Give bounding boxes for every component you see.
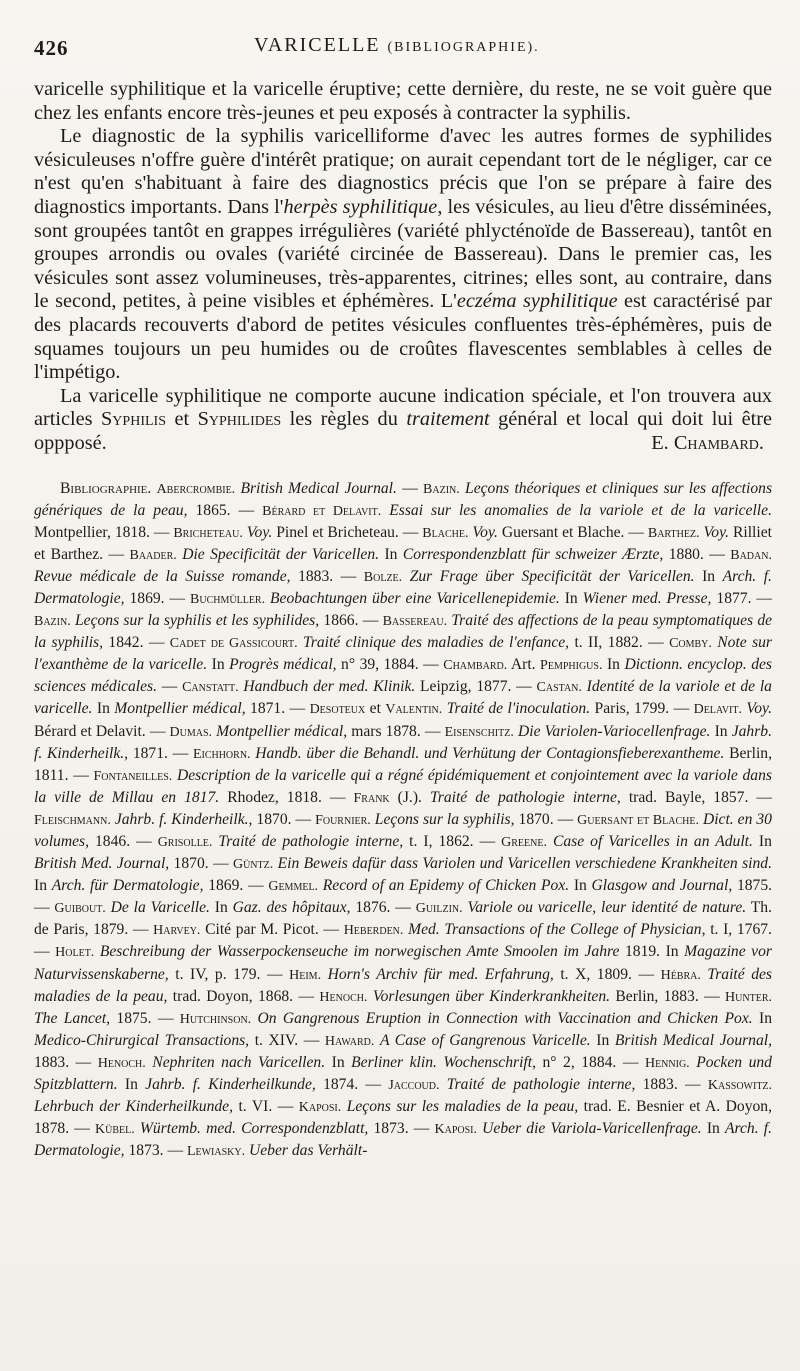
entry-title: Arch. f. Dermatologie, [34, 567, 772, 607]
bibliography-entry: — Comby. Note sur l'exanthème de la varicelle. In Progrès médical, n° 39, 1884. [34, 634, 773, 674]
bibliography-entry: — Bazin. Leçons théoriques et cliniques sur les affections génériques de la peau, 1865. [34, 479, 773, 519]
bibliography-entry: — Grisolle. Traité de pathologie interne, t. I, 1862. [136, 833, 474, 850]
entry-author: Canstatt. [182, 680, 239, 696]
bibliography-entry: — Bricheteau. Voy. Pinel et Bricheteau. [153, 523, 399, 541]
entry-reference: Paris, 1799. [594, 700, 670, 718]
entry-title: Traité des maladies de la peau, [34, 965, 772, 1005]
entry-reference: 1870. [518, 810, 554, 828]
entry-title: Voy. [703, 523, 730, 541]
entry-reference: 1869. [129, 589, 165, 607]
entry-author: Castan. [536, 680, 582, 696]
entry-reference: 1865. [195, 501, 231, 519]
entry-reference: t. I, 1862. [409, 833, 474, 850]
bibliography-entry: — Delavit. Voy. Bérard et Delavit. [34, 700, 772, 740]
entry-title: Leçons sur la syphilis et les syphilides, [74, 612, 320, 630]
bibliography-entry: — Fontaneilles. Description de la varicelle qui a régné épidémiquement et conjointement avec la variole dans la ville de Millau en 1817. Rhodez, 1818. [34, 766, 772, 806]
entry-reference: 1819. In [624, 943, 679, 961]
entry-title: Glasgow and Journal, [591, 877, 733, 895]
text-run: général et local qui doit lui être oppposé. [34, 408, 772, 454]
entry-title: Pocken und Spitzblattern. [34, 1053, 772, 1094]
entry-reference: 1846. [95, 833, 131, 850]
bibliography-entry: — Bérard et Delavit. Essai sur les anomalies de la variole et de la varicelle. Montpellier, 1818. [34, 501, 772, 541]
bibliography-entry: — Kassowitz. Lehrbuch der Kinderheilkunde, t. VI. [34, 1076, 773, 1116]
bibliography-entry: — Hennig. Pocken und Spitzblattern. In Jahrb. f. Kinderheilkunde, 1874. [34, 1053, 772, 1094]
entry-title: Traité des affections de la peau symptomatiques de la syphilis, [34, 612, 773, 652]
entry-author: Gemmel. [268, 879, 319, 895]
entry-title: British Med. Journal, [34, 855, 170, 873]
entry-author: Desoteux [309, 702, 366, 718]
entry-reference: In [214, 899, 228, 917]
entry-title: Horn's Archiv für med. Erfahrung, [327, 965, 554, 983]
bibliography-entry: — Henoch. Nephriten nach Varicellen. In Berliner klin. Wochenschrift, n° 2, 1884. [75, 1053, 617, 1071]
bibliography-entry: — Guersant et Blache. Dict. en 30 volumes, 1846. [34, 810, 772, 850]
entry-title: Leçons sur les maladies de la peau, [346, 1098, 579, 1116]
entry-reference: n° 39, 1884. [341, 656, 419, 674]
entry-title: Dictionn. encyclop. des sciences médicales. [34, 656, 773, 696]
text-run: les règles du [281, 408, 407, 431]
bibliography-entry: — Castan. Identité de la variole et de la varicelle. In Montpellier médical, 1871. [34, 678, 772, 718]
running-title [254, 34, 540, 57]
entry-reference: n° 2, 1884. [542, 1053, 617, 1071]
bibliography-entry: — Blache. Voy. Guersant et Blache. [402, 523, 625, 541]
bibliography-entry: — Guilzin. Variole ou varicelle, leur identité de nature. Th. de Paris, 1879. [34, 899, 772, 939]
entry-reference: In [564, 589, 578, 607]
entry-author: Pemphigus. [540, 658, 603, 674]
entry-author: Fournier. [315, 812, 371, 828]
entry-reference: In [706, 1120, 720, 1138]
entry-reference: t. XIV. [254, 1031, 299, 1049]
entry-reference: In [596, 1031, 610, 1049]
entry-author: Eichhorn. [192, 746, 251, 762]
entry-title: Ueber die Variola-Varicellenfrage. [482, 1120, 702, 1138]
entry-reference: t. I, 1767. [710, 921, 772, 939]
entry-reference: In [714, 722, 728, 740]
entry-reference: 1874. [323, 1076, 359, 1094]
entry-title: Progrès médical, [229, 656, 337, 674]
entry-reference: 1883. [298, 567, 334, 585]
entry-reference: t. II, 1882. [574, 634, 643, 652]
entry-title: Würtemb. med. Correspondenzblatt, [139, 1120, 369, 1138]
bibliography-entry [157, 480, 403, 497]
bibliography-entry: — Eichhorn. Handb. über die Behandl. und Verhütung der Contagionsfieberexantheme. Berlin, 1811. [34, 744, 772, 784]
bibliography-entry: — Eisenschitz. Die Variolen-Variocellenfrage. In Jahrb. f. Kinderheilk., 1871. [34, 722, 772, 762]
entry-reference: 1875. [736, 877, 773, 895]
entry-reference: 1871. [250, 700, 286, 718]
text-run: La varicelle syphilitique ne comporte aucune indication spéciale, et l'on trouvera aux articles [34, 384, 772, 431]
entry-author: Hutchinson. [179, 1011, 252, 1027]
entry-reference: Cité par M. Picot. [205, 921, 319, 939]
entry-author: Jaccoud. [388, 1078, 440, 1094]
author-signature: E. Chambard. [651, 431, 764, 454]
entry-title: Ein Beweis dafür dass Variolen und Varicellen verschiedene Krankheiten sind. [277, 855, 772, 873]
term-herpes-syphilitique: herpès syphilitique [283, 195, 438, 218]
crossref-syphilis: Syphilis [101, 408, 166, 431]
paragraph-diagnostic [34, 125, 772, 385]
entry-title: Med. Transactions of the College of Physician, [408, 921, 706, 939]
entry-reference: In [124, 1076, 138, 1094]
bibliography-entry: — Jaccoud. Traité de pathologie interne, 1883. [365, 1076, 678, 1094]
entry-title: Traité de pathologie interne, [218, 833, 404, 850]
entry-author: Frank [353, 790, 390, 806]
entry-title: Essai sur les anomalies de la variole et de la varicelle. [389, 501, 772, 519]
entry-author: Bazin. [34, 614, 71, 630]
entry-author: Fleischmann. [34, 812, 111, 828]
text-run: et [165, 408, 198, 431]
bibliography-entry: — Haward. A Case of Gangrenous Varicelle. In British Medical Journal, 1883. [34, 1031, 773, 1071]
entry-reference: In [96, 700, 110, 718]
entry-author: Grisolle. [157, 835, 213, 850]
bibliography-entry: — Bassereau. Traité des affections de la peau symptomatiques de la syphilis, 1842. [34, 612, 773, 652]
entry-title: Case of Varicelles in an Adult. [552, 833, 753, 850]
entry-title: Leçons théoriques et cliniques sur les affections génériques de la peau, [34, 479, 773, 519]
entry-author: Valentin. [385, 702, 443, 718]
entry-title: Description de la varicelle qui a régné épidémiquement et conjointement avec la variole dans la ville de Millau en 1817. [34, 766, 772, 806]
entry-reference: Art. [510, 656, 536, 674]
entry-title: Identité de la variole et de la varicelle. [34, 678, 772, 718]
bibliography-entry: — Henoch. Vorlesungen über Kinderkrankheiten. Berlin, 1883. [298, 987, 699, 1005]
bibliography-entry: — Hébra. Traité des maladies de la peau, trad. Doyon, 1868. [34, 965, 772, 1005]
entry-title: Vorlesungen über Kinderkrankheiten. [372, 987, 611, 1005]
bibliography-heading: Bibliographie. [60, 479, 152, 497]
entry-reference: 1869. [208, 877, 244, 895]
entry-title: Medico-Chirurgical Transactions, [34, 1031, 250, 1049]
running-title-main: VARICELLE [254, 34, 381, 56]
entry-title: Traité de l'inoculation. [446, 700, 591, 718]
entry-title: Voy. [746, 700, 772, 718]
bibliography-entry: — Heberden. Med. Transactions of the College of Physician, t. I, 1767. [323, 921, 772, 939]
entry-title: On Gangrenous Eruption in Connection with Vaccination and Chicken Pox. [257, 1009, 753, 1027]
bibliography-entry: — Desoteux et Valentin. Traité de l'inoculation. Paris, 1799. [289, 700, 670, 718]
entry-title: Ueber das Verhält- [249, 1142, 368, 1160]
text-run: est caractérisé par des placards recouverts d'abord de petites vésicules confluentes très-éphémères, puis de squames toujours un peu humides ou de croûtes flavescentes semblables à celles de l'impétigo. [34, 290, 772, 384]
bibliography-entry: — Kaposi. Ueber die Variola-Varicellenfrage. In Arch. f. Dermatologie, 1873. [34, 1120, 772, 1160]
entry-reference: et [369, 700, 381, 718]
entry-title: Berliner klin. Wochenschrift, [351, 1053, 536, 1071]
entry-title: Beobachtungen über eine Varicellenepidemie. [270, 589, 560, 607]
entry-title: Record of an Epidemy of Chicken Pox. [322, 877, 570, 895]
entry-author: Chambard. [443, 658, 508, 674]
bibliography-entry: — Buchmüller. Beobachtungen über eine Varicellenepidemie. In Wiener med. Presse, 1877. [169, 589, 752, 607]
entry-author: Güntz. [232, 857, 274, 873]
entry-author: Delavit. [693, 702, 742, 718]
bibliography-entries [34, 480, 772, 1160]
entry-author: Cadet de Gassicourt. [169, 636, 298, 652]
body-text [34, 78, 772, 456]
entry-author: Harvey. [153, 923, 201, 939]
entry-title: Nephriten nach Varicellen. [152, 1053, 326, 1071]
term-eczema-syphilitique: eczéma syphilitique [456, 290, 618, 313]
entry-reference: 1875. [116, 1009, 152, 1027]
entry-reference: Leipzig, 1877. [420, 678, 512, 696]
entry-author: Heim. [289, 967, 322, 983]
entry-author: Kaposi. [434, 1122, 478, 1138]
entry-author: Bassereau. [382, 614, 448, 630]
entry-title: Montpellier médical, [216, 722, 348, 740]
entry-title: Handbuch der med. Klinik. [243, 678, 416, 696]
entry-title: Jahrb. f. Kinderheilk., [34, 722, 772, 762]
bibliography-entry: — Baader. Die Specificität der Varicellen. In Correspondenzblatt für schweizer Ærzte, 1880. [108, 545, 704, 563]
entry-reference: mars 1878. [351, 722, 421, 740]
entry-author: Kaposi. [298, 1100, 342, 1116]
entry-author: Greene. [501, 835, 547, 850]
bibliography-entry: — Güntz. Ein Beweis dafür dass Variolen und Varicellen verschiedene Krankheiten sind. In Arch. für Dermatologie, 1869. [34, 855, 772, 895]
entry-reference: 1871. [132, 744, 168, 762]
bibliography-entry: — Holet. Beschreibung der Wasserpockenseuche im norwegischen Amte Smoolen im Jahre 1819. In Magazine vor Naturvissenskaberne, t. IV, p. 179. [34, 943, 772, 983]
bibliography-entry: — Harvey. Cité par M. Picot. [132, 921, 319, 939]
bibliography-entry: — Heim. Horn's Archiv für med. Erfahrung, t. X, 1809. [266, 965, 632, 983]
entry-author: Kübel. [95, 1122, 135, 1138]
entry-title: Montpellier médical, [114, 700, 246, 718]
entry-reference: In [211, 656, 225, 674]
entry-reference: t. IV, p. 179. [175, 965, 261, 983]
entry-title: Die Variolen-Variocellenfrage. [517, 722, 711, 740]
entry-reference: 1877. [716, 589, 752, 607]
entry-author: Barthez. [647, 525, 700, 541]
entry-author: Dumas. [169, 724, 213, 740]
entry-reference: Rilliet et Barthez. [34, 523, 772, 563]
bibliography-entry: — Cadet de Gassicourt. Traité clinique des maladies de l'enfance, t. II, 1882. [148, 634, 643, 652]
entry-author: Blache. [422, 525, 469, 541]
entry-reference: 1883. [34, 1053, 70, 1071]
entry-title: Magazine vor Naturvissenskaberne, [34, 943, 772, 983]
entry-title: Lehrbuch der Kinderheilkunde, [34, 1098, 234, 1116]
entry-title: The Lancet, [34, 1009, 111, 1027]
entry-reference: In [331, 1053, 345, 1071]
entry-title: Correspondenzblatt für schweizer Ærzte, [402, 545, 664, 563]
entry-reference: In [573, 877, 587, 895]
page-header [34, 22, 772, 58]
entry-title: Leçons sur la syphilis, [374, 810, 515, 828]
bibliography [34, 478, 772, 1163]
entry-author: Henoch. [97, 1055, 146, 1071]
entry-author: Haward. [324, 1033, 375, 1049]
entry-author: Henoch. [319, 989, 368, 1005]
entry-title: Note sur l'exanthème de la varicelle. [34, 634, 773, 674]
entry-title: Voy. [472, 523, 498, 541]
entry-title: Traité de pathologie interne, [446, 1076, 636, 1094]
entry-reference: In [702, 567, 716, 585]
bibliography-entry: — Lewiasky. Ueber das Verhält- [167, 1142, 368, 1160]
entry-title: Arch. f. Dermatologie, [34, 1120, 772, 1160]
entry-title: Arch. für Dermatologie, [51, 877, 204, 895]
bibliography-entry: — Dumas. Montpellier médical, mars 1878. [149, 722, 421, 740]
entry-author: Baader. [129, 547, 177, 563]
entry-title: A Case of Gangrenous Varicelle. [379, 1031, 591, 1049]
entry-title: Traité de pathologie interne, [429, 788, 621, 806]
entry-reference: Pinel et Bricheteau. [276, 523, 399, 541]
entry-author: Lewiasky. [186, 1144, 246, 1160]
entry-title: Zur Frage über Specificität der Varicellen. [409, 567, 695, 585]
entry-author: Buchmüller. [190, 591, 266, 607]
entry-author: Bazin. [423, 481, 460, 497]
entry-title: British Medical Journal, [614, 1031, 773, 1049]
bibliography-entry: — Guibout. De la Varicelle. In Gaz. des hôpitaux, 1876. [34, 899, 391, 917]
entry-reference: In [384, 545, 398, 563]
entry-reference: 1842. [108, 634, 144, 652]
bibliography-entry: — Badan. Revue médicale de la Suisse romande, 1883. [34, 545, 772, 585]
entry-title: Handb. über die Behandl. und Verhütung der Contagionsfieberexantheme. [255, 744, 725, 762]
paragraph-continuation: varicelle syphilitique et la varicelle éruptive; cette dernière, du reste, ne se voit guère que chez les enfants encore très-jeunes et peu exposés à contracter la syphilis. [34, 78, 772, 124]
entry-reference: t. X, 1809. [560, 965, 632, 983]
entry-reference: Berlin, 1883. [615, 987, 699, 1005]
bibliography-entry: — Canstatt. Handbuch der med. Klinik. Leipzig, 1877. [161, 678, 512, 696]
entry-title: Voy. [246, 523, 273, 541]
bibliography-entry: — Fournier. Leçons sur la syphilis, 1870. [295, 810, 554, 828]
entry-author: Bérard et Delavit. [262, 503, 382, 519]
bibliography-entry: — Kaposi. Leçons sur les maladies de la peau, trad. E. Besnier et A. Doyon, 1878. [34, 1098, 772, 1138]
bibliography-entry: — Fleischmann. Jahrb. f. Kinderheilk., 1870. [34, 788, 772, 828]
entry-title: Jahrb. f. Kinderheilk., [114, 810, 253, 828]
entry-author: Guersant et Blache. [577, 812, 699, 828]
crossref-syphilides: Syphilides [197, 408, 282, 431]
entry-reference: In [759, 1009, 772, 1027]
entry-reference: 1873. [128, 1142, 164, 1160]
bibliography-entry: — Hutchinson. On Gangrenous Eruption in Connection with Vaccination and Chicken Pox. In Medico-Chirurgical Transactions, t. XIV. [34, 1009, 772, 1049]
entry-reference: In [34, 877, 47, 895]
entry-reference: 1876. [355, 899, 391, 917]
bibliography-entry: — Frank (J.). Traité de pathologie interne, trad. Bayle, 1857. [329, 788, 749, 806]
paragraph-treatment [34, 385, 772, 456]
entry-title: British Medical Journal. [240, 479, 397, 497]
entry-title: Wiener med. Presse, [582, 589, 712, 607]
entry-author: Hébra. [660, 967, 701, 983]
entry-title: Jahrb. f. Kinderheilkunde, [145, 1076, 316, 1094]
entry-reference: trad. Doyon, 1868. [172, 987, 294, 1005]
entry-author: Abercrombie. [156, 481, 236, 497]
bibliography-entry: — Greene. Case of Varicelles in an Adult. In British Med. Journal, 1870. [34, 833, 772, 873]
entry-reference: Guersant et Blache. [501, 523, 625, 541]
entry-title: Gaz. des hôpitaux, [232, 899, 351, 917]
entry-reference: 1880. [668, 545, 704, 563]
entry-reference: In [606, 656, 620, 674]
entry-reference: 1883. [642, 1076, 678, 1094]
running-title-sub: (BIBLIOGRAPHIE). [387, 40, 540, 55]
entry-author: Guilzin. [415, 901, 463, 917]
entry-reference: Bérard et Delavit. [34, 722, 146, 740]
bibliography-entry: — Barthez. Voy. Rilliet et Barthez. [34, 523, 772, 563]
entry-reference: 1873. [373, 1120, 409, 1138]
entry-reference: Th. de Paris, 1879. [34, 899, 772, 939]
entry-author: Kassowitz. [707, 1078, 773, 1094]
entry-author: Comby. [669, 636, 712, 652]
entry-author: Badan. [730, 547, 772, 563]
entry-reference: trad. Bayle, 1857. [628, 788, 749, 806]
entry-reference: Berlin, 1811. [34, 744, 772, 784]
bibliography-entry: — Bazin. Leçons sur la syphilis et les syphilides, 1866. [34, 589, 773, 630]
entry-author: Holet. [55, 945, 95, 961]
entry-author: Hunter. [725, 989, 772, 1005]
entry-author: Heberden. [343, 923, 404, 939]
entry-reference: In [758, 833, 772, 850]
entry-reference: t. VI. [238, 1098, 273, 1116]
entry-author: Bricheteau. [173, 525, 243, 541]
term-traitement: traitement [406, 408, 490, 431]
entry-reference: Rhodez, 1818. [227, 788, 322, 806]
page-number: 426 [34, 36, 69, 60]
entry-title: Revue médicale de la Suisse romande, [34, 567, 291, 585]
entry-title: De la Varicelle. [110, 899, 210, 917]
entry-author: Guibout. [54, 901, 106, 917]
entry-title: Beschreibung der Wasserpockenseuche im norwegischen Amte Smoolen im Jahre [99, 943, 620, 961]
entry-author: Fontaneilles. [93, 768, 173, 784]
entry-reference: 1870. [173, 855, 209, 873]
entry-title: Dict. en 30 volumes, [34, 810, 772, 850]
bibliography-entry: — Bolze. Zur Frage über Specificität der Varicellen. In Arch. f. Dermatologie, 1869. [34, 567, 772, 607]
entry-reference: trad. E. Besnier et A. Doyon, 1878. [34, 1098, 772, 1138]
text-run: Le diagnostic de la syphilis varicelliforme d'avec les autres formes de syphilides vésiculeuses n'offre guère d'intérêt pratique; on aurait cependant tort de le négliger, car ce n'est qu'en s'habituant à faire des diagnostics précis que l'on se prépare à faire des diagnostics importants. Dans l' [34, 125, 772, 218]
entry-reference: (J.). [397, 788, 422, 806]
entry-title: Die Specificität der Varicellen. [182, 545, 380, 563]
bibliography-entry: — Hunter. The Lancet, 1875. [34, 987, 772, 1027]
entry-author: Bolze. [363, 569, 403, 585]
bibliography-entry: — Kübel. Würtemb. med. Correspondenzblatt, 1873. [74, 1120, 409, 1138]
entry-reference: Montpellier, 1818. [34, 523, 150, 541]
entry-reference: 1866. [323, 612, 359, 630]
bibliography-entry: — Gemmel. Record of an Epidemy of Chicken Pox. In Glasgow and Journal, 1875. [248, 877, 773, 895]
entry-author: Eisenschitz. [444, 724, 514, 740]
bibliography-entry: — Chambard. Art. Pemphigus. In Dictionn. encyclop. des sciences médicales. [34, 656, 773, 696]
entry-title: Traité clinique des maladies de l'enfance, [302, 634, 570, 652]
entry-reference: 1870. [256, 810, 292, 828]
entry-author: Hennig. [644, 1055, 690, 1071]
entry-title: Variole ou varicelle, leur identité de nature. [467, 899, 747, 917]
text-run: , les vésicules, au lieu d'être disséminées, sont groupées tantôt en grappes irrégulières (variété phlycténoïde de Bassereau), tantôt en groupes arrondis ou ovales (variété circinée de Bassereau). Dans le premier cas, les vésicules sont assez volumineuses, très-apparentes, citrines; elles sont, au contraire, dans le second, petites, à peine visibles et éphémères. L' [34, 195, 772, 313]
